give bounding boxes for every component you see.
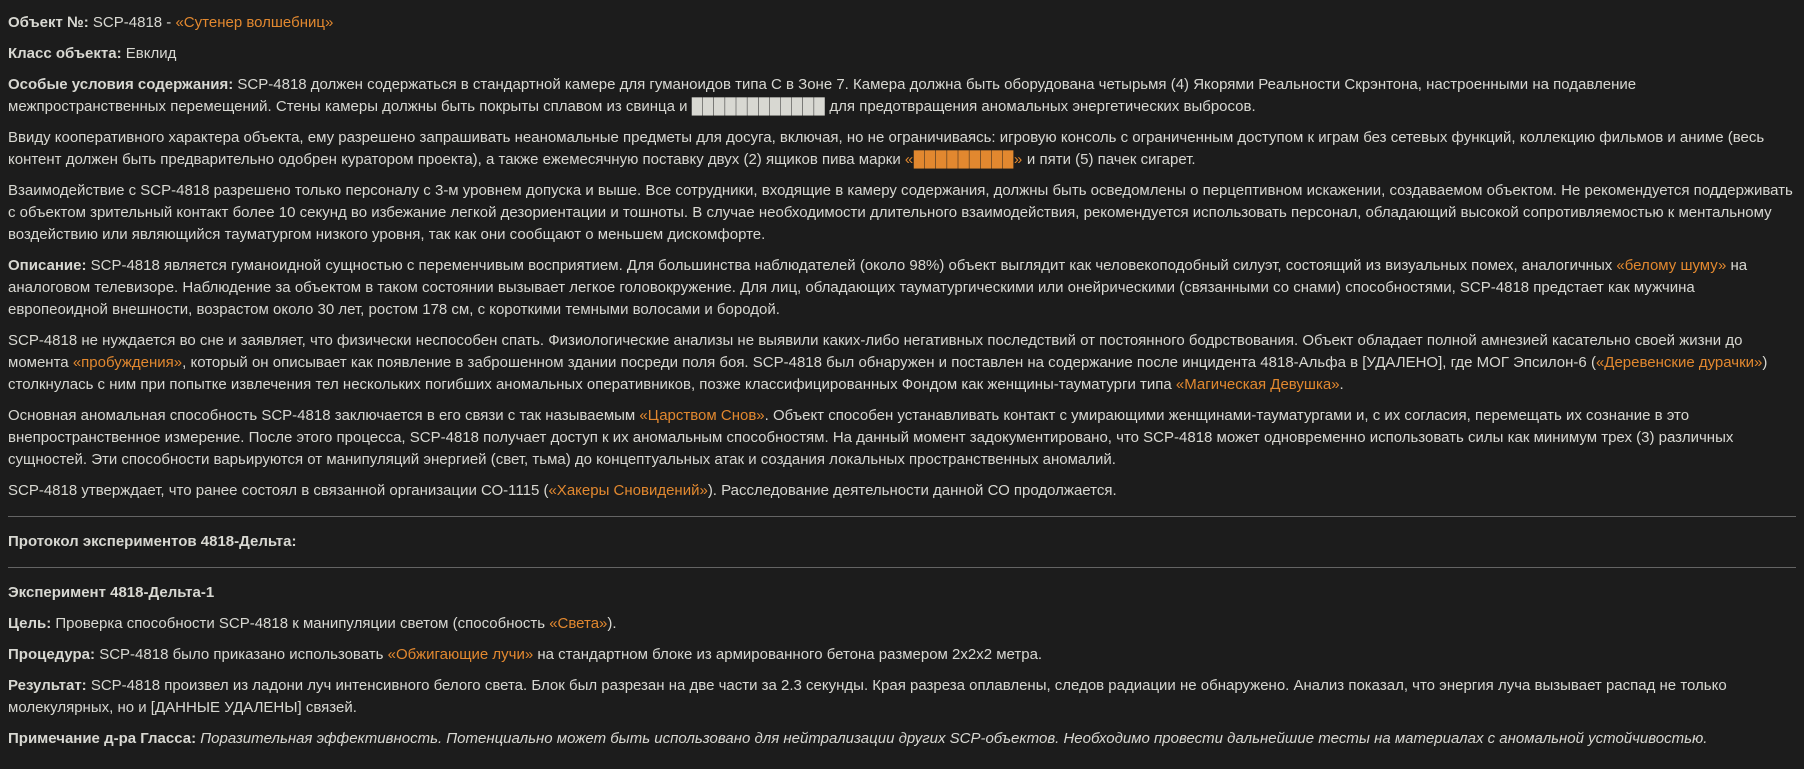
text-run: SCP-4818 утверждает, что ранее состоял в связанной организации СО-1115 ( (8, 482, 549, 499)
wiki-link[interactable]: «Деревенские дурачки» (1595, 354, 1763, 371)
text-run: на аналоговом телевизоре. Наблюдение за объектом в таком состоянии вызывает легкое головокружение. Для лиц, обладающих тауматургическими или онейрическими (связанными со снами) способностями, SCP-4818 предстает как мужчина европеоидной внешности, возрастом около 30 лет, ростом 178 см, с короткими темными волосами и бородой. (8, 257, 1748, 318)
text-run: SCP-4818 должен содержаться в стандартной камере для гуманоидов типа C в Зоне 7. Камера должна быть оборудована четырьмя (4) Якорями Реальности Скрэнтона, настроенными на подавление межпространственных перемещений. Стены камеры должны быть покрыты сплавом из свинца и (8, 76, 1637, 115)
text-run: . Объект способен устанавливать контакт с умирающими женщинами-тауматургами и, с их согласия, перемещать их сознание в это внепространственное измерение. После этого процесса, SCP-4818 получает доступ к их аномальным способностям. На данный момент задокументировано, что SCP-4818 может одновременно использовать силы как минимум трех (3) различных сущностей. Эти способности варьируются от манипуляций энергией (свет, тьма) до концептуальных атак и создания локальных пространственных аномалий. (8, 407, 1734, 468)
bold-label: Особые условия содержания: (8, 76, 234, 93)
bold-label: Описание: (8, 257, 87, 274)
bold-label: Цель: (8, 615, 52, 632)
section-divider (8, 516, 1796, 517)
wiki-link[interactable]: «белому шуму» (1616, 257, 1727, 274)
text-run: Основная аномальная способность SCP-4818 заключается в его связи с так называемым (8, 407, 640, 424)
bold-label: Объект №: (8, 14, 89, 31)
amenities-paragraph (8, 127, 1796, 171)
experiment-log-heading (8, 531, 1796, 553)
text-run: ). (607, 615, 617, 632)
sleep-history-paragraph (8, 330, 1796, 396)
text-run: и пяти (5) пачек сигарет. (1022, 151, 1196, 168)
bold-label: Эксперимент 4818-Дельта-1 (8, 584, 215, 601)
wiki-link[interactable]: «Обжигающие лучи» (387, 646, 534, 663)
text-run: . (1339, 376, 1344, 393)
doctor-note-line (8, 728, 1796, 750)
experiment-title (8, 582, 1796, 604)
bold-label: Класс объекта: (8, 45, 122, 62)
text-run: SCP-4818 было приказано использовать (95, 646, 388, 663)
item-number-line (8, 12, 1796, 34)
wiki-link[interactable]: «пробуждения» (72, 354, 183, 371)
wiki-link[interactable]: «Света» (549, 615, 608, 632)
wiki-link[interactable]: «Магическая Девушка» (1175, 376, 1340, 393)
redacted-block: ████████████ (691, 98, 826, 115)
bold-label: Примечание д-ра Гласса: (8, 730, 197, 747)
text-run: Ввиду кооперативного характера объекта, ему разрешено запрашивать неаномальные предметы для досуга, включая, но не ограничиваясь: игровую консоль с ограниченным доступом к играм без сетевых функций, коллекцию фильмов и аниме (весь контент должен быть предварительно одобрен куратором проекта), а также ежемесячную поставку двух (2) ящиков пива марки (8, 129, 1765, 168)
text-run: ) столкнулась с ним при попытке извлечения тел нескольких погибших аномальных оперативников, позже классифицированных Фондом как женщины-тауматурги типа (8, 354, 1768, 393)
experiment-procedure-line (8, 644, 1796, 666)
italic-note-text: Поразительная эффективность. Потенциально может быть использовано для нейтрализации других SCP-объектов. Необходимо провести дальнейшие тесты на материалах с аномальной устойчивостью. (196, 730, 1708, 747)
text-run: для предотвращения аномальных энергетических выбросов. (825, 98, 1256, 115)
text-run: , который он описывает как появление в заброшенном здании посреди поля боя. SCP-4818 был обнаружен и поставлен на содержание после инцидента 4818-Альфа в [УДАЛЕНО], где МОГ Эпсилон-6 ( (182, 354, 1596, 371)
bold-label: Процедура: (8, 646, 96, 663)
experiment-goal-line (8, 613, 1796, 635)
wiki-link[interactable]: «Царством Снов» (639, 407, 765, 424)
text-run: ). Расследование деятельности данной СО продолжается. (707, 482, 1117, 499)
text-run: Взаимодействие с SCP-4818 разрешено только персоналу с 3-м уровнем допуска и выше. Все сотрудники, входящие в камеру содержания, должны быть осведомлены о перцептивном искажении, создаваемом объектом. Не рекомендуется поддерживать с объектом зрительный контакт более 10 секунд во избежание легкой дезориентации и тошноты. В случае необходимости длительного взаимодействия, рекомендуется использовать персонал, обладающий высокой сопротивляемостью к ментальному воздействию или являющийся тауматургом низкого уровня, так как они сообщают о меньшем дискомфорте. (8, 182, 1793, 243)
text-run: на стандартном блоке из армированного бетона размером 2x2x2 метра. (533, 646, 1043, 663)
text-run: SCP-4818 не нуждается во сне и заявляет, что физически неспособен спать. Физиологические анализы не выявили каких-либо негативных последствий от постоянного бодрствования. Объект обладает полной амнезией касательно своей жизни до момента (8, 332, 1743, 371)
ability-paragraph (8, 405, 1796, 471)
wiki-link[interactable]: «Хакеры Сновидений» (548, 482, 708, 499)
description-paragraph (8, 255, 1796, 321)
bold-label: Протокол экспериментов 4818-Дельта: (8, 533, 297, 550)
bold-label: Результат: (8, 677, 87, 694)
text-run: SCP-4818 - (88, 14, 176, 31)
text-run: Проверка способности SCP-4818 к манипуляции светом (способность (51, 615, 550, 632)
text-run: Евклид (121, 45, 177, 62)
redacted-link-block[interactable]: «█████████» (904, 151, 1023, 168)
containment-procedures-paragraph (8, 74, 1796, 118)
goi-paragraph (8, 480, 1796, 502)
object-class-line (8, 43, 1796, 65)
text-run: SCP-4818 является гуманоидной сущностью с переменчивым восприятием. Для большинства наблюдателей (около 98%) объект выглядит как человекоподобный силуэт, состоящий из визуальных помех, аналогичных (86, 257, 1617, 274)
interaction-rules-paragraph (8, 180, 1796, 246)
section-divider (8, 567, 1796, 568)
experiment-result-paragraph (8, 675, 1796, 719)
wiki-link[interactable]: «Сутенер волшебниц» (175, 14, 334, 31)
text-run: SCP-4818 произвел из ладони луч интенсивного белого света. Блок был разрезан на две части за 2.3 секунды. Края разреза оплавлены, следов радиации не обнаружено. Анализ показал, что энергия луча вызывает распад не только молекулярных, но и [ДАННЫЕ УДАЛЕНЫ] связей. (8, 677, 1727, 716)
